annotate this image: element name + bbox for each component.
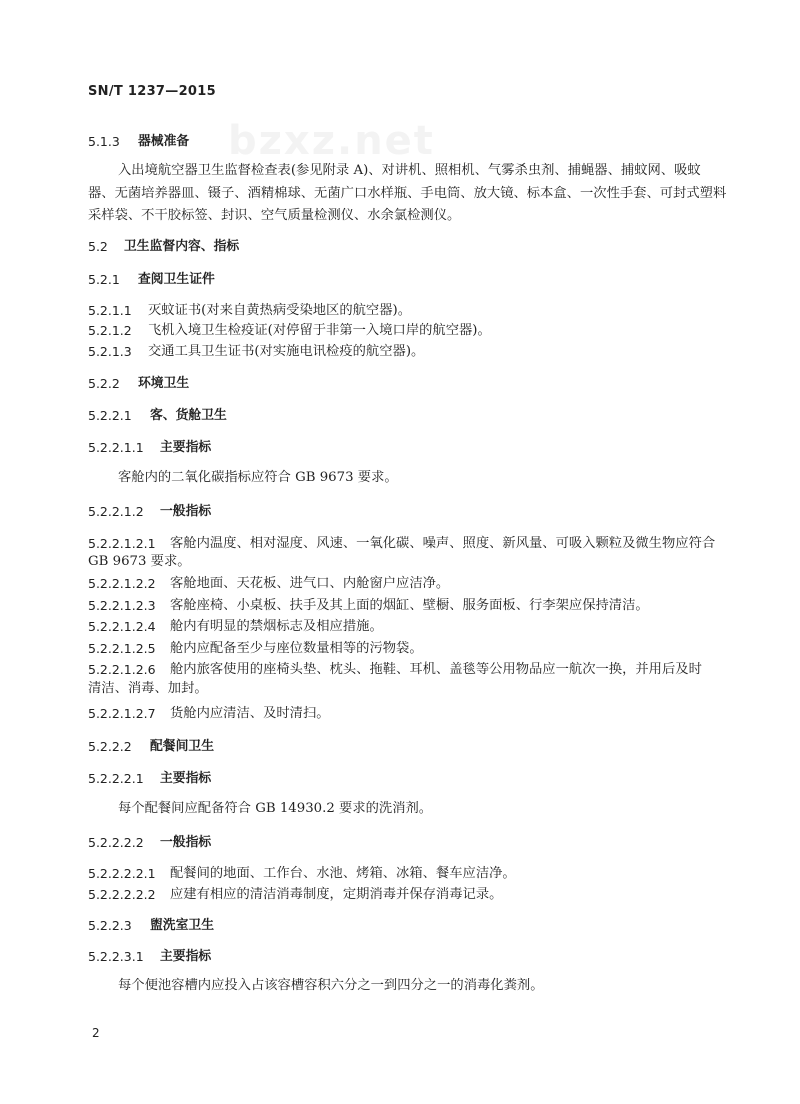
item-number: 5.2.2.1.2.4 bbox=[88, 619, 156, 634]
item-text: 应建有相应的清洁消毒制度，定期消毒并保存消毒记录。 bbox=[170, 887, 503, 902]
section-number: 5.1.3 bbox=[88, 134, 120, 149]
section-title: 卫生监督内容、指标 bbox=[124, 239, 240, 254]
paragraph-line: 入出境航空器卫生监督检查表(参见附录 A)、对讲机、照相机、气雾杀虫剂、捕蝇器、捕蚊网、吸蚊 bbox=[118, 163, 701, 178]
item-text: 灭蚊证书(对来自黄热病受染地区的航空器)。 bbox=[148, 303, 412, 318]
section-title: 主要指标 bbox=[160, 771, 212, 786]
item-number: 5.2.2.2.2.1 bbox=[88, 866, 156, 881]
paragraph-line: 每个便池容槽内应投入占该容槽容积六分之一到四分之一的消毒化粪剂。 bbox=[118, 978, 544, 993]
paragraph-line: 器、无菌培养器皿、镊子、酒精棉球、无菌广口水样瓶、手电筒、放大镜、标本盒、一次性手套、可封式塑料 bbox=[88, 186, 727, 201]
section-number: 5.2.1 bbox=[88, 272, 120, 287]
item-text: 交通工具卫生证书(对实施电讯检疫的航空器)。 bbox=[148, 344, 425, 359]
item-number: 5.2.2.1.2.1 bbox=[88, 536, 156, 551]
item-text: 客舱座椅、小桌板、扶手及其上面的烟缸、壁橱、服务面板、行李架应保持清洁。 bbox=[170, 598, 649, 613]
item-number: 5.2.2.1.2.7 bbox=[88, 706, 156, 721]
section-number: 5.2.2.3.1 bbox=[88, 949, 144, 964]
item-text: 舱内有明显的禁烟标志及相应措施。 bbox=[170, 619, 383, 634]
page-number: 2 bbox=[92, 1026, 100, 1040]
item-text: 货舱内应清洁、及时清扫。 bbox=[170, 706, 330, 721]
section-title: 配餐间卫生 bbox=[150, 739, 214, 754]
section-number: 5.2.2.2.1 bbox=[88, 771, 144, 786]
paragraph-line: 每个配餐间应配备符合 GB 14930.2 要求的洗消剂。 bbox=[118, 801, 433, 816]
item-text: 配餐间的地面、工作台、水池、烤箱、冰箱、餐车应洁净。 bbox=[170, 866, 516, 881]
section-title: 客、货舱卫生 bbox=[150, 408, 227, 423]
section-number: 5.2.2.3 bbox=[88, 918, 132, 933]
item-continuation: GB 9673 要求。 bbox=[88, 554, 191, 569]
item-number: 5.2.2.1.2.2 bbox=[88, 576, 156, 591]
section-title: 环境卫生 bbox=[138, 376, 190, 391]
section-title: 一般指标 bbox=[160, 504, 212, 519]
section-title: 主要指标 bbox=[160, 440, 212, 455]
item-text: 舱内旅客使用的座椅头垫、枕头、拖鞋、耳机、盖毯等公用物品应一航次一换，并用后及时 bbox=[170, 662, 702, 677]
item-number: 5.2.1.2 bbox=[88, 323, 132, 338]
section-number: 5.2.2.1.1 bbox=[88, 440, 144, 455]
section-number: 5.2 bbox=[88, 239, 108, 254]
item-number: 5.2.2.1.2.3 bbox=[88, 598, 156, 613]
standard-code-header: SN/T 1237—2015 bbox=[88, 84, 216, 99]
item-number: 5.2.2.2.2.2 bbox=[88, 887, 156, 902]
item-text: 客舱内温度、相对湿度、风速、一氧化碳、噪声、照度、新风量、可吸入颗粒及微生物应符合 bbox=[170, 536, 716, 551]
section-title: 器械准备 bbox=[138, 134, 190, 149]
section-number: 5.2.2.1 bbox=[88, 408, 132, 423]
watermark: bzxz.net bbox=[228, 118, 435, 164]
item-text: 舱内应配备至少与座位数量相等的污物袋。 bbox=[170, 641, 423, 656]
item-text: 客舱地面、天花板、进气口、内舱窗户应洁净。 bbox=[170, 576, 450, 591]
item-text: 飞机入境卫生检疫证(对停留于非第一入境口岸的航空器)。 bbox=[148, 323, 491, 338]
section-number: 5.2.2 bbox=[88, 376, 120, 391]
item-number: 5.2.2.1.2.6 bbox=[88, 662, 156, 677]
section-number: 5.2.2.1.2 bbox=[88, 504, 144, 519]
section-title: 主要指标 bbox=[160, 949, 212, 964]
section-title: 查阅卫生证件 bbox=[138, 272, 215, 287]
section-number: 5.2.2.2 bbox=[88, 739, 132, 754]
section-number: 5.2.2.2.2 bbox=[88, 835, 144, 850]
section-title: 盥洗室卫生 bbox=[150, 918, 214, 933]
section-title: 一般指标 bbox=[160, 835, 212, 850]
item-number: 5.2.1.3 bbox=[88, 344, 132, 359]
item-number: 5.2.1.1 bbox=[88, 303, 132, 318]
paragraph-line: 采样袋、不干胶标签、封识、空气质量检测仪、水余氯检测仪。 bbox=[88, 208, 461, 223]
paragraph-line: 客舱内的二氧化碳指标应符合 GB 9673 要求。 bbox=[118, 470, 398, 485]
item-number: 5.2.2.1.2.5 bbox=[88, 641, 156, 656]
item-continuation: 清洁、消毒、加封。 bbox=[88, 681, 208, 696]
